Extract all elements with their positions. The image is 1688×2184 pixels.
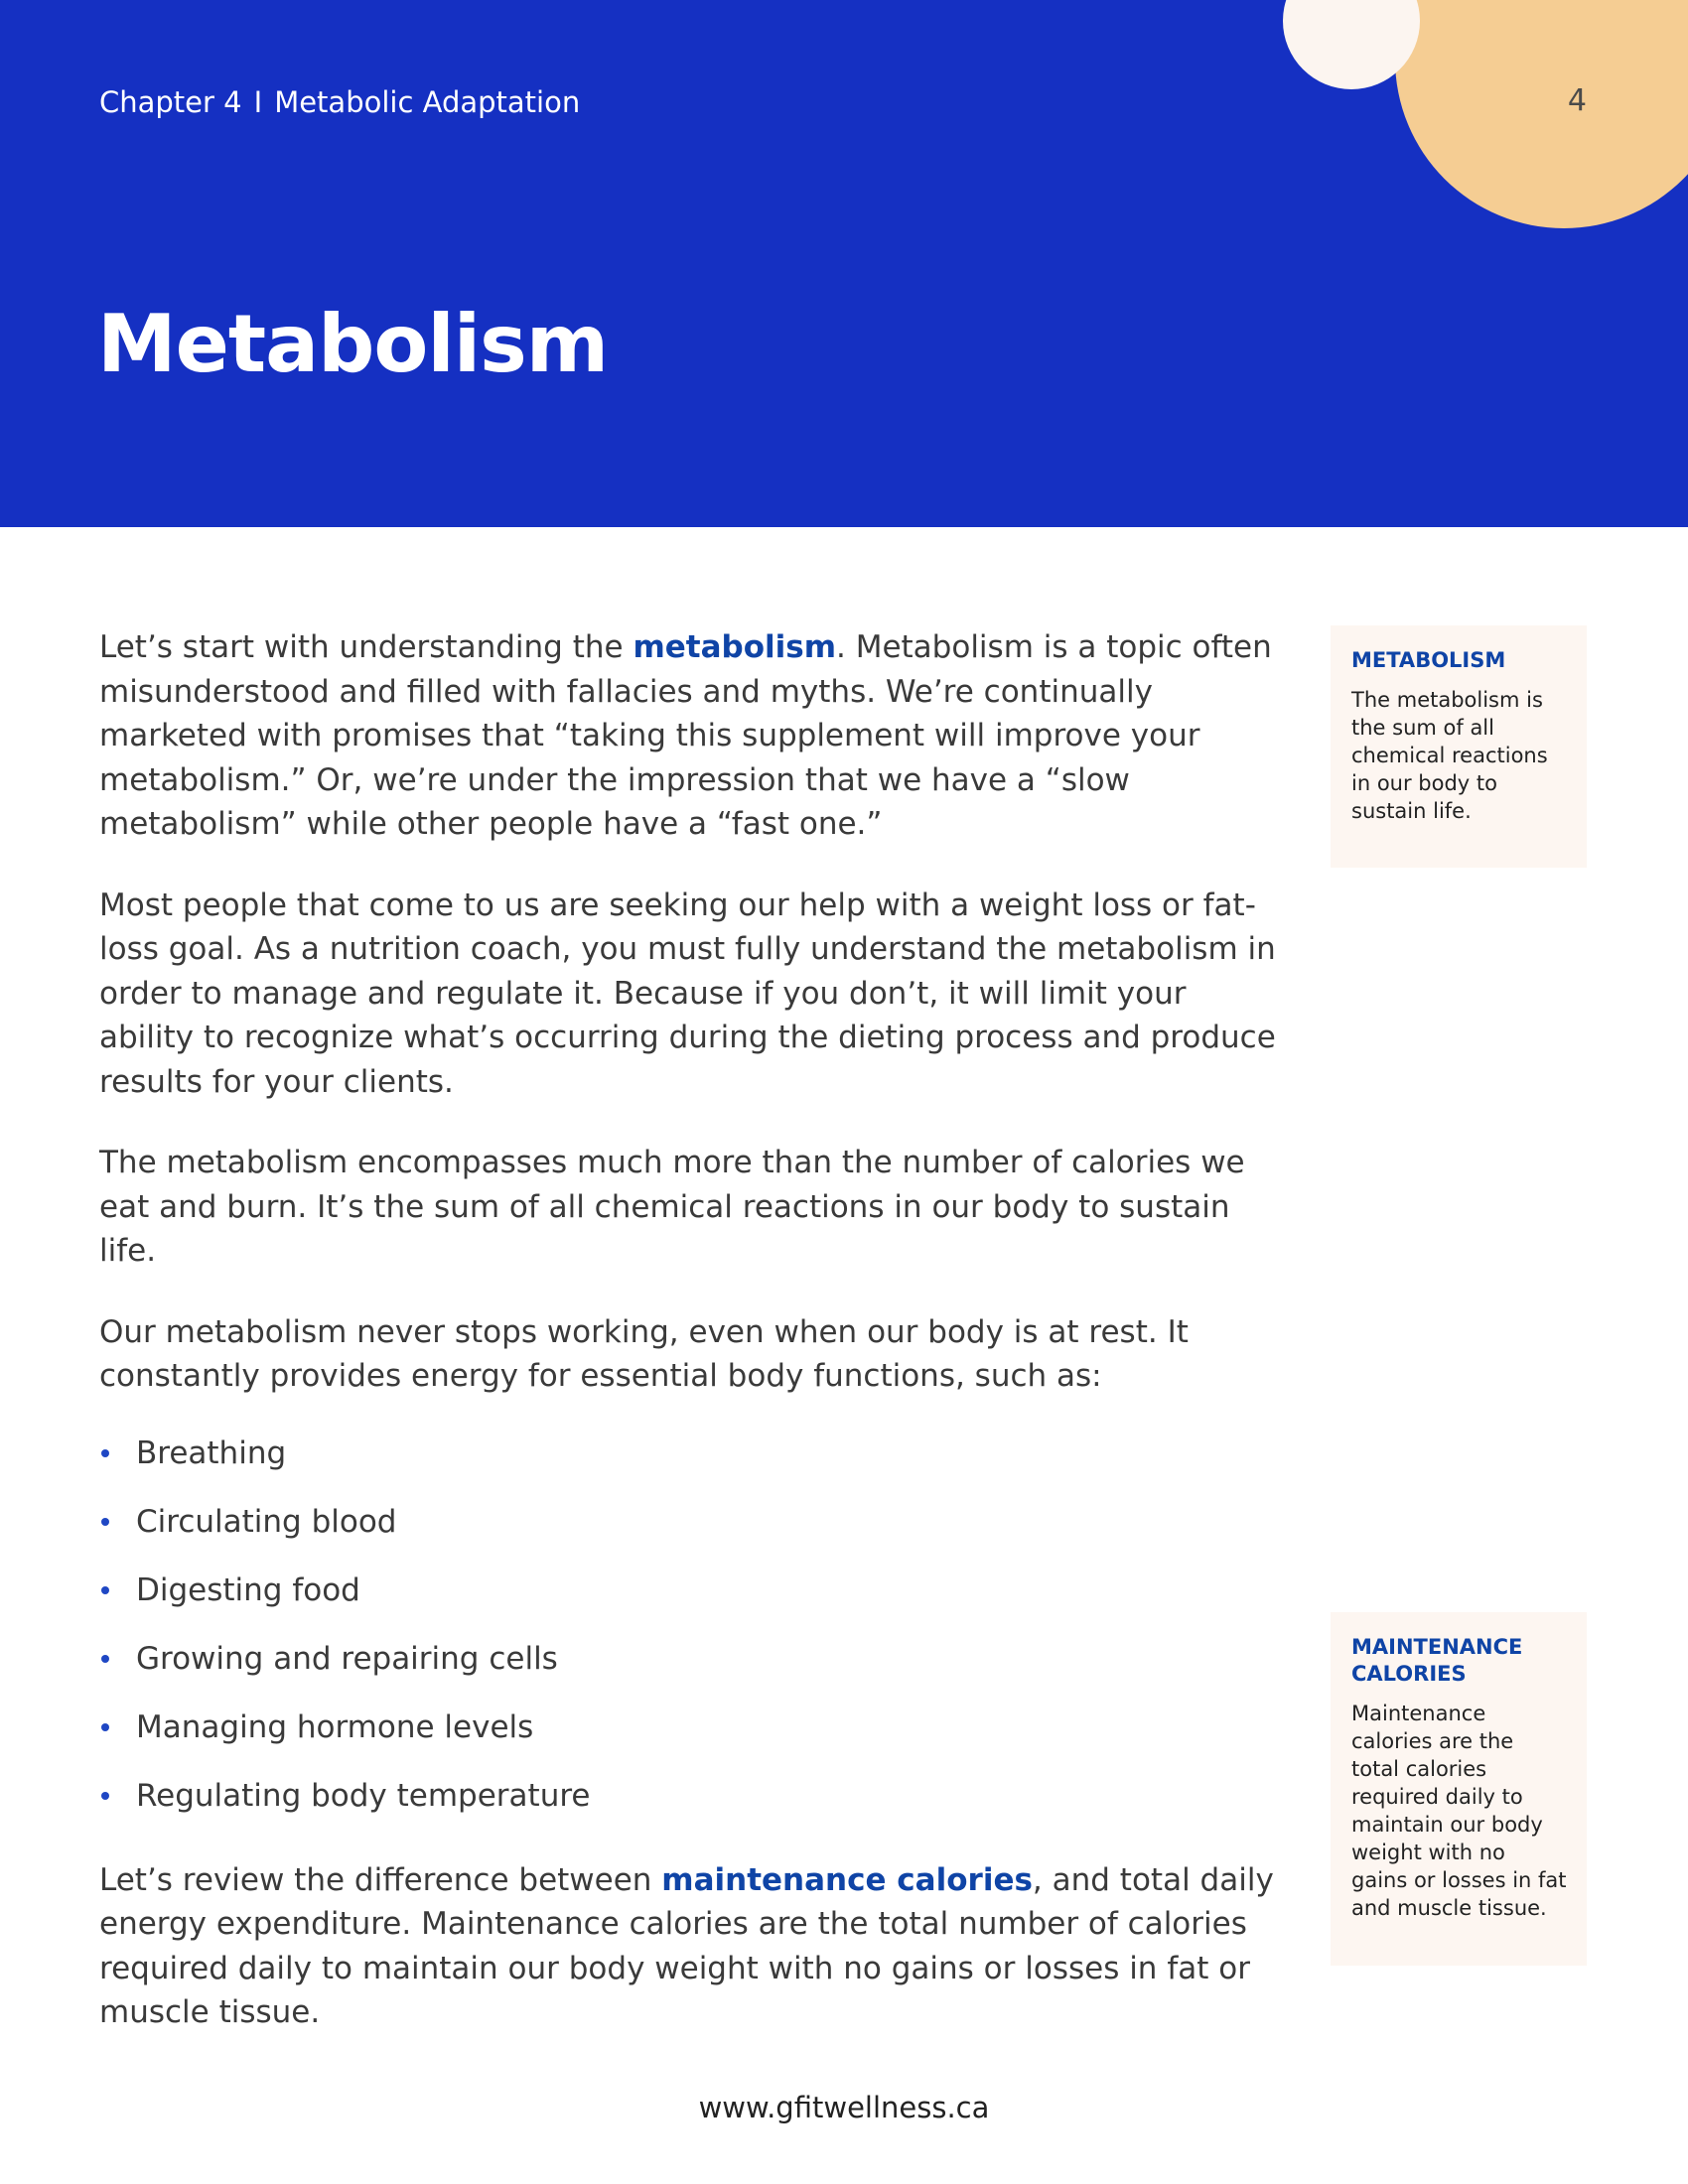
body-functions-list: [99, 1432, 1276, 1843]
running-head-separator: I: [253, 85, 263, 119]
note-title: MAINTENANCE CALORIES: [1351, 1635, 1523, 1686]
list-item-text: Digesting food: [136, 1571, 360, 1608]
page-number: 4: [1567, 83, 1587, 118]
bullet-icon: [101, 1655, 109, 1663]
paragraph-definition: The metabolism encompasses much more than the number of calories we eat and burn. It’s the sum of all chemical reactions in our body to sustain life.: [99, 1145, 1245, 1269]
bullet-icon: [101, 1792, 109, 1800]
list-item: [99, 1774, 1276, 1843]
sidebar-note-maintenance-calories: [1331, 1612, 1587, 1966]
maintenance-calories-term: maintenance calories: [661, 1861, 1033, 1898]
bullet-icon: [101, 1586, 109, 1594]
intro-text-start: Let’s start with understanding the: [99, 629, 633, 665]
list-item: [99, 1569, 1276, 1637]
intro-text-end: . Metabolism is a topic often misunderstood and filled with fallacies and myths. We’re continually marketed with promises that “taking this supplement will improve your metabolism.” Or, we’re under the impression that we have a “slow metabolism” while other people have a “fast one.”: [99, 629, 1272, 842]
decorative-circle-large: [1395, 0, 1688, 228]
list-item-text: Regulating body temperature: [136, 1777, 591, 1814]
list-item-text: Circulating blood: [136, 1503, 397, 1540]
bullet-icon: [101, 1449, 109, 1457]
note-title: METABOLISM: [1351, 648, 1506, 672]
sidebar-note-metabolism: [1331, 625, 1587, 868]
paragraph-weight-loss: Most people that come to us are seeking our help with a weight loss or fat-loss goal. As a nutrition coach, you must fully understand the metabolism in order to manage and regulate it. Because if you don’t, it will limit your ability to recognize what’s occurring during the dieting process and produce results for your clients.: [99, 887, 1276, 1100]
list-item: [99, 1432, 1276, 1500]
paragraph-functions-intro: Our metabolism never stops working, even when our body is at rest. It constantly provides energy for essential body functions, such as:: [99, 1313, 1189, 1394]
bullet-icon: [101, 1518, 109, 1526]
maintenance-text-end: , and total daily energy expenditure. Maintenance calories are the total number of calories required daily to maintain our body weight with no gains or losses in fat or muscle tissue.: [99, 1861, 1274, 2030]
list-item: [99, 1706, 1276, 1774]
list-item-text: Managing hormone levels: [136, 1708, 534, 1745]
maintenance-text-start: Let’s review the difference between: [99, 1861, 662, 1898]
paragraph-maintenance: [99, 1858, 1276, 2035]
paragraph-intro: [99, 625, 1276, 847]
list-item-text: Breathing: [136, 1434, 287, 1471]
chapter-label: Chapter 4: [99, 85, 242, 119]
section-label: Metabolic Adaptation: [274, 85, 581, 119]
main-text: [99, 625, 1276, 2072]
page-title: Metabolism: [97, 298, 609, 390]
chapter-header-banner: [0, 0, 1688, 527]
list-item-text: Growing and repairing cells: [136, 1640, 558, 1677]
list-item: [99, 1637, 1276, 1706]
metabolism-term: metabolism: [633, 629, 836, 665]
bullet-icon: [101, 1723, 109, 1731]
note-body: The metabolism is the sum of all chemical reactions in our body to sustain life.: [1351, 688, 1548, 823]
running-head: [99, 85, 580, 119]
footer-url: www.gfitwellness.ca: [698, 2091, 990, 2124]
list-item: [99, 1500, 1276, 1569]
note-body: Maintenance calories are the total calories required daily to maintain our body weight with no gains or losses in fat and muscle tissue.: [1351, 1702, 1567, 1920]
